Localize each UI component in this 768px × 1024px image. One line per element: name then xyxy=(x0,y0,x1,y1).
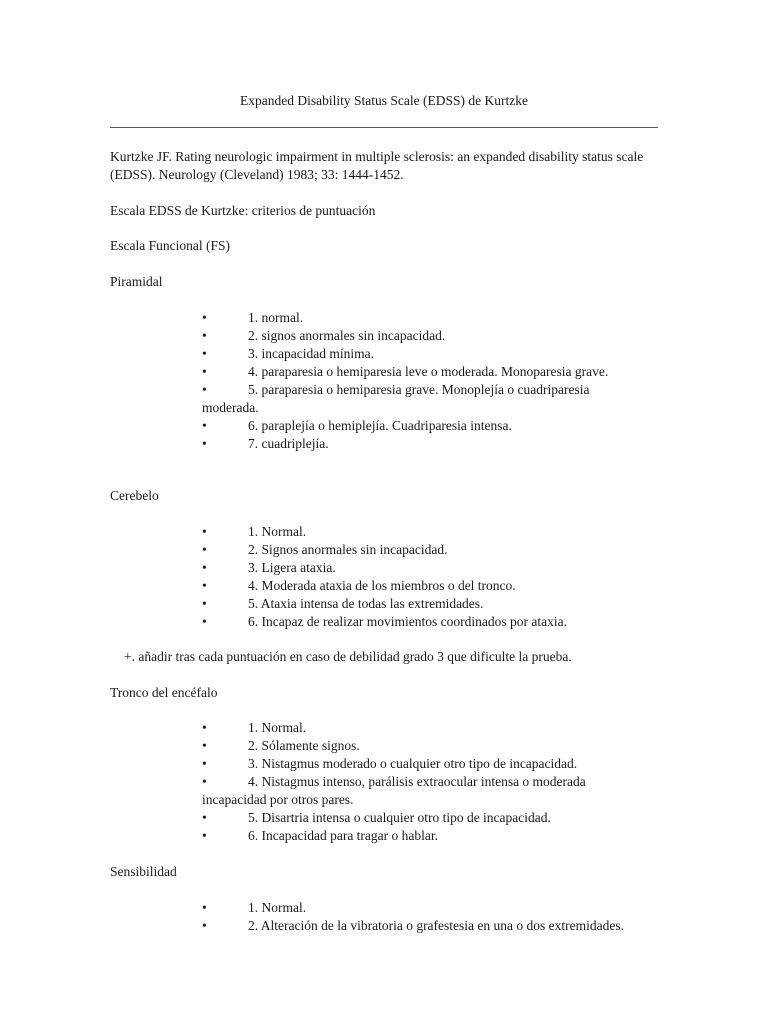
bullet-icon: • xyxy=(202,810,207,825)
bullet-icon: • xyxy=(202,918,207,933)
list-item: • 4. Moderada ataxia de los miembros o del tronco. xyxy=(202,578,516,593)
list-item: • 4. Nistagmus intenso, parálisis extraocular intensa o moderada incapacidad por otros pares. xyxy=(202,774,586,807)
piramidal-list xyxy=(202,309,642,453)
list-item: • 1. normal. xyxy=(202,310,304,325)
list-item: • 3. incapacidad mínima. xyxy=(202,346,374,361)
bullet-icon: • xyxy=(202,560,207,575)
list-item: • 5. Disartria intensa o cualquier otro tipo de incapacidad. xyxy=(202,810,551,825)
list-item: • 1. Normal. xyxy=(202,524,307,539)
bullet-icon: • xyxy=(202,310,207,325)
bullet-icon: • xyxy=(202,756,207,771)
list-item: • 6. Incapacidad para tragar o hablar. xyxy=(202,828,439,843)
bullet-icon: • xyxy=(202,364,207,379)
bullet-icon: • xyxy=(202,774,207,789)
criteria-heading: Escala EDSS de Kurtzke: criterios de puntuación xyxy=(110,203,376,218)
section-heading-tronco: Tronco del encéfalo xyxy=(110,685,218,700)
bullet-icon: • xyxy=(202,614,207,629)
bullet-icon: • xyxy=(202,596,207,611)
list-item: • 2. Alteración de la vibratoria o grafestesia en una o dos extremidades. xyxy=(202,918,624,933)
bullet-icon: • xyxy=(202,738,207,753)
list-item: • 4. paraparesia o hemiparesia leve o moderada. Monoparesia grave. xyxy=(202,364,609,379)
bullet-icon: • xyxy=(202,542,207,557)
bullet-icon: • xyxy=(202,524,207,539)
cerebelo-note: +. añadir tras cada puntuación en caso de debilidad grado 3 que dificulte la prueba. xyxy=(124,649,572,664)
list-item: • 1. Normal. xyxy=(202,720,307,735)
list-item: • 5. paraparesia o hemiparesia grave. Monoplejía o cuadriparesia moderada. xyxy=(202,382,590,415)
tronco-list xyxy=(202,719,642,845)
cerebelo-list xyxy=(202,523,642,631)
bullet-icon: • xyxy=(202,328,207,343)
bullet-icon: • xyxy=(202,418,207,433)
list-item: • 6. paraplejía o hemiplejía. Cuadriparesia intensa. xyxy=(202,418,512,433)
document-title: Expanded Disability Status Scale (EDSS) de Kurtzke xyxy=(240,93,528,108)
bullet-icon: • xyxy=(202,382,207,397)
bullet-icon: • xyxy=(202,436,207,451)
list-item: • 2. Signos anormales sin incapacidad. xyxy=(202,542,448,557)
list-item: • 2. signos anormales sin incapacidad. xyxy=(202,328,446,343)
reference-paragraph: Kurtzke JF. Rating neurologic impairment in multiple sclerosis: an expanded disability status scale (EDSS). Neurology (Cleveland) 1983; 33: 1444-1452. xyxy=(110,149,644,182)
section-heading-piramidal: Piramidal xyxy=(110,274,163,289)
bullet-icon: • xyxy=(202,900,207,915)
list-item: • 6. Incapaz de realizar movimientos coordinados por ataxia. xyxy=(202,614,567,629)
section-heading-cerebelo: Cerebelo xyxy=(110,488,159,503)
bullet-icon: • xyxy=(202,578,207,593)
list-item: • 3. Nistagmus moderado o cualquier otro tipo de incapacidad. xyxy=(202,756,578,771)
title-divider xyxy=(110,127,658,128)
list-item: • 3. Ligera ataxia. xyxy=(202,560,336,575)
sensibilidad-list xyxy=(202,899,642,935)
bullet-icon: • xyxy=(202,828,207,843)
bullet-icon: • xyxy=(202,720,207,735)
list-item: • 7. cuadriplejía. xyxy=(202,436,329,451)
section-heading-sensibilidad: Sensibilidad xyxy=(110,864,177,879)
list-item: • 5. Ataxia intensa de todas las extremidades. xyxy=(202,596,484,611)
list-item: • 2. Sólamente signos. xyxy=(202,738,360,753)
bullet-icon: • xyxy=(202,346,207,361)
functional-scale-heading: Escala Funcional (FS) xyxy=(110,238,230,253)
list-item: • 1. Normal. xyxy=(202,900,307,915)
